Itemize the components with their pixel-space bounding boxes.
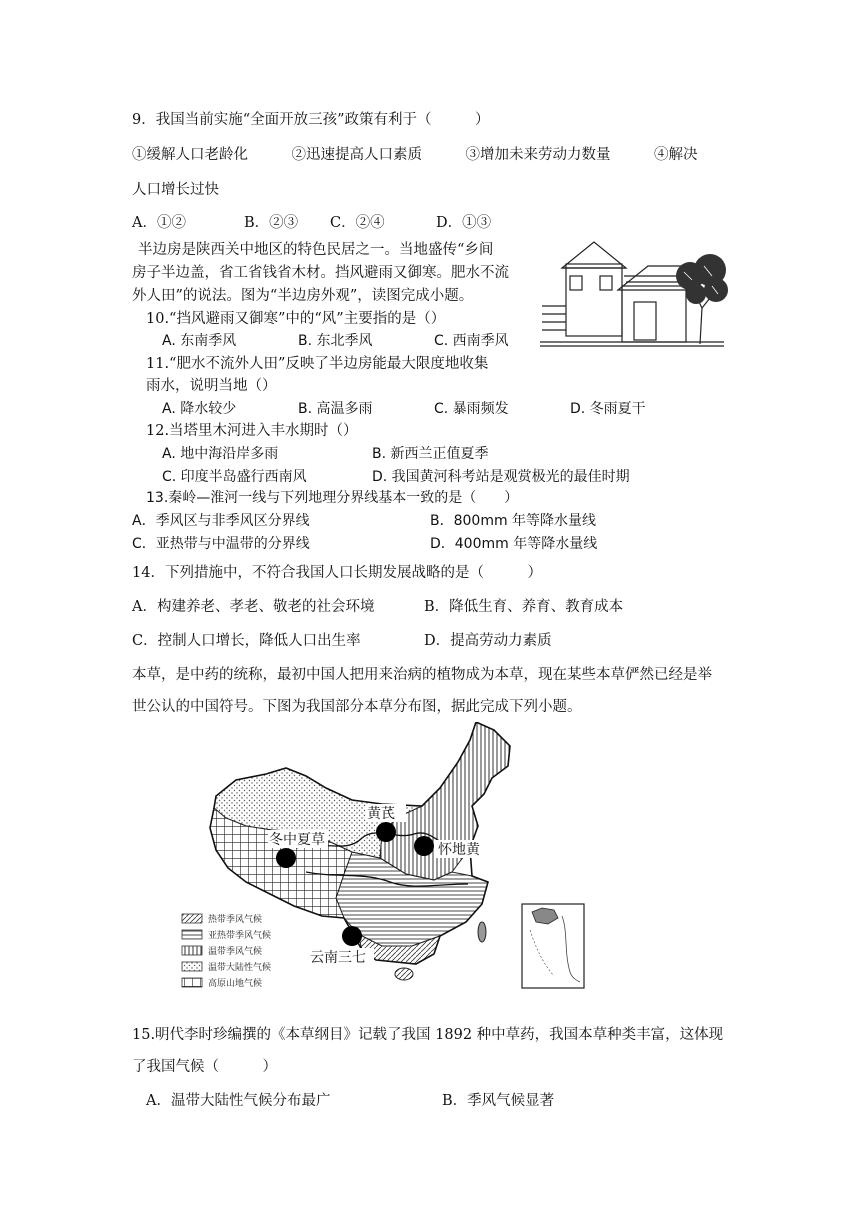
q10-options xyxy=(162,331,509,351)
q13-options-row2 xyxy=(132,534,597,554)
q13-option-b: B．800mm 年等降水量线 xyxy=(430,513,597,529)
q11-option-c: C. 暴雨频发 xyxy=(434,401,509,417)
herb-distribution-map xyxy=(176,722,596,994)
q12-option-c: C. 印度半岛盛行西南风 xyxy=(162,469,307,485)
q14-option-a: A．构建养老、孝老、敬老的社会环境 xyxy=(132,599,375,615)
q15-option-b: B．季风气候显著 xyxy=(442,1093,555,1109)
q11-stem-cont: 雨水，说明当地（） xyxy=(146,378,277,394)
label-dongchongxiacao: 冬中夏草 xyxy=(269,832,325,848)
q9-statements: ①缓解人口老龄化 ②迅速提高人口素质 ③增加未来劳动力数量 ④解决 xyxy=(132,147,698,163)
q11-options xyxy=(162,399,646,419)
map-legend xyxy=(182,913,271,989)
marker-dongchongxiacao xyxy=(276,848,296,868)
q10-option-c: C. 西南季风 xyxy=(434,333,509,349)
q10-option-b: B. 东北季风 xyxy=(298,333,373,349)
q12-option-b: B. 新西兰正值夏季 xyxy=(372,446,489,462)
q12-options-row1 xyxy=(162,444,489,464)
q11-option-b: B. 高温多雨 xyxy=(298,401,373,417)
q11-stem: 11.“肥水不流外人田”反映了半边房能最大限度地收集 xyxy=(146,356,489,372)
q15-stem-cont: 了我国气候（ ） xyxy=(132,1059,277,1075)
passage2-line2: 世公认的中国符号。下图为我国部分本草分布图，据此完成下列小题。 xyxy=(132,699,582,715)
half-house-illustration xyxy=(540,236,736,356)
q9-option-d: D．①③ xyxy=(436,215,492,231)
q12-stem: 12.当塔里木河进入丰水期时（） xyxy=(146,423,358,439)
marker-huangqi xyxy=(376,822,396,842)
q13-option-a: A．季风区与非季风区分界线 xyxy=(132,513,310,529)
south-china-sea-inset xyxy=(522,904,584,988)
marker-huaidihuang xyxy=(414,836,434,856)
q12-option-a: A. 地中海沿岸多雨 xyxy=(162,446,279,462)
legend-subtropical-monsoon: 亚热带季风气候 xyxy=(208,931,272,941)
legend-temperate-continental: 温带大陆性气候 xyxy=(208,963,272,973)
q9-options xyxy=(132,213,491,233)
legend-tropical-monsoon: 热带季风气候 xyxy=(208,915,263,925)
q9-option-b: B．②③ xyxy=(244,215,299,231)
label-huangqi: 黄芪 xyxy=(367,806,395,822)
q14-options-row2 xyxy=(132,631,552,651)
passage1-line2: 房子半边盖，省工省钱省木材。挡风避雨又御寒。肥水不流 xyxy=(132,265,509,281)
q15-stem: 15.明代李时珍编撰的《本草纲目》记载了我国 1892 种中草药，我国本草种类丰富，这体现 xyxy=(132,1027,724,1043)
marker-sanqi xyxy=(342,926,362,946)
label-yunnansanqi: 云南三七 xyxy=(310,950,366,966)
q14-option-d: D．提高劳动力素质 xyxy=(424,633,552,649)
q13-option-d: D．400mm 年等降水量线 xyxy=(430,536,598,552)
q14-stem: 14．下列措施中，不符合我国人口长期发展战略的是（ ） xyxy=(132,565,542,581)
q10-stem: 10.“挡风避雨又御寒”中的“风”主要指的是（） xyxy=(146,311,446,327)
q9-statements-cont: 人口增长过快 xyxy=(132,182,219,198)
q13-option-c: C．亚热带与中温带的分界线 xyxy=(132,536,310,552)
passage1-line1: 半边房是陕西关中地区的特色民居之一。当地盛传“乡间 xyxy=(138,242,494,258)
q15-options xyxy=(146,1091,554,1111)
q11-option-d: D. 冬雨夏干 xyxy=(570,401,646,417)
q14-option-c: C．控制人口增长，降低人口出生率 xyxy=(132,633,361,649)
q9-option-a: A．①② xyxy=(132,215,186,231)
passage2-line1: 本草，是中药的统称，最初中国人把用来治病的植物成为本草，现在某些本草俨然已经是举 xyxy=(132,667,712,683)
q12-option-d: D. 我国黄河科考站是观赏极光的最佳时期 xyxy=(372,469,630,485)
q13-stem: 13.秦岭—淮河一线与下列地理分界线基本一致的是（ ） xyxy=(146,490,519,506)
q12-options-row2 xyxy=(162,467,630,487)
q9-stem: 9．我国当前实施“全面开放三孩”政策有利于（ ） xyxy=(132,112,490,128)
legend-temperate-monsoon: 温带季风气候 xyxy=(208,947,263,957)
q11-option-a: A. 降水较少 xyxy=(162,401,237,417)
q14-options-row1 xyxy=(132,597,623,617)
q10-option-a: A. 东南季风 xyxy=(162,333,237,349)
q9-option-c: C．②④ xyxy=(330,215,385,231)
legend-plateau-mountain: 高原山地气候 xyxy=(208,979,263,989)
label-huaidihuang: 怀地黄 xyxy=(438,842,480,858)
passage1-line3: 外人田”的说法。图为“半边房外观”，读图完成小题。 xyxy=(132,288,474,304)
q13-options-row1 xyxy=(132,511,596,531)
q15-option-a: A．温带大陆性气候分布最广 xyxy=(146,1093,331,1109)
q14-option-b: B．降低生育、养育、教育成本 xyxy=(424,599,624,615)
